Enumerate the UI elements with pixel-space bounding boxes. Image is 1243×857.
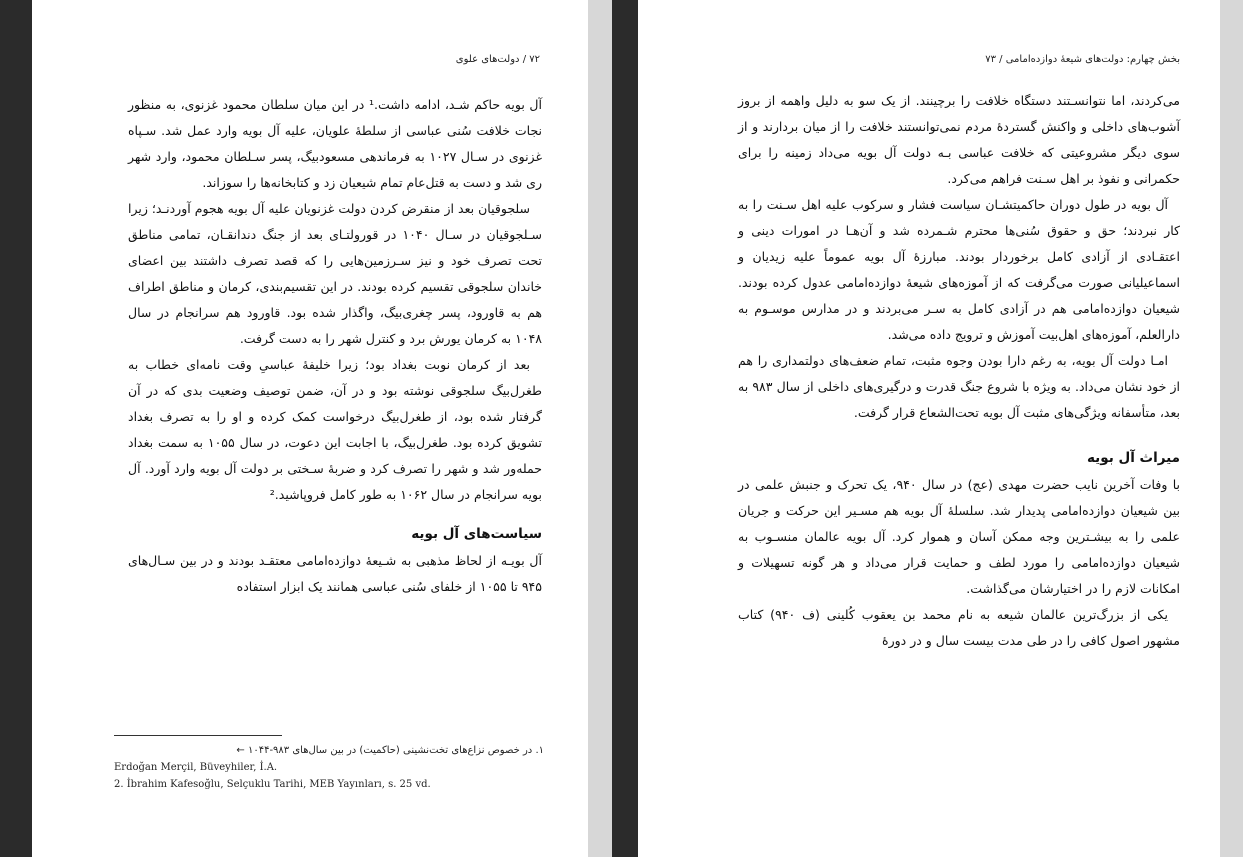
right-section-heading: میراث آل بویه [1087,450,1180,466]
footnote-1-persian: ۱. در خصوص نزاع‌های تخت‌نشینی (حاکمیت) در بین سال‌های ۹۸۳-۱۰۴۴ ← [236,745,544,756]
page-gutter-left [588,0,612,857]
left-page [32,0,588,857]
right-page [638,0,1220,857]
left-body-text [128,92,542,600]
footnote-2: 2. İbrahim Kafesoğlu, Selçuklu Tarihi, MEB Yayınları, s. 25 vd. [114,779,431,790]
right-paragraph-2: آل بویه در طول دوران حاکمیتشـان سیاست فشار و سرکوب علیه اهل سـنت را به کار نبردند؛ حق و حقوق سُنی‌ها محترم شـمرده شد و آن‌هـا در امورات دینی و اعتقـادی از آزادی کامل برخوردار بودند. مبارزهٔ آل بویه عموماً علیه زیدیان و اسماعیلیانی صورت می‌گرفت که از آموزه‌های شیعهٔ دوازده‌امامی عدول کرده بودند. شیعیان دوازده‌امامی هم در آزادی کامل به سـر می‌بردند و در مدارس موسـوم به دارالعلم، آموزه‌های اهل‌بیت آموزش و ترویج داده می‌شد. [738,197,1180,342]
right-paragraph-1: می‌کردند، اما نتوانسـتند دستگاه خلافت را برچینند. از یک سو به دلیل واهمه از بروز آشوب‌های داخلی و واکنش گستردهٔ مردم نمی‌توانستند خلافت را از میان بردارند و از سوی دیگر مشروعیتی که خلافت عباسی بـه دولت آل بویه می‌داد زمینه را برای حکمرانی و نفوذ بر اهل سـنت فراهم می‌کرد. [738,93,1180,186]
right-body-text [738,88,1180,654]
page-gutter-right [1220,0,1243,857]
left-paragraph-3: بعد از کرمان نوبت بغداد بود؛ زیرا خلیفهٔ عباسیِ وقت نامه‌ای خطاب به طغرل‌بیگ سلجوقی نوشته بود و در آن، ضمن توصیف وضعیت بدی که در آن گرفتار شده بود، از طغرل‌بیگ درخواست کمک کرده و او را به تصرف بغداد تشویق کرده بود. طغرل‌بیگ، با اجابت این دعوت، در سال ۱۰۵۵ به سمت بغداد حمله‌ور شد و شهر را تصرف کرد و ضربهٔ سـختی بر دولت آل بویه وارد آورد. آل بویه سرانجام در سال ۱۰۶۲ به طور کامل فروپاشید.² [128,357,542,502]
right-running-head: بخش چهارم: دولت‌های شیعهٔ دوازده‌امامی / ۷۳ [985,54,1180,65]
footnote-1-latin: Erdoğan Merçil, Büveyhiler, İ.A. [114,762,278,773]
left-section-heading: سیاست‌های آل بویه [411,526,542,542]
footnote-divider [114,735,282,736]
footnotes [114,742,544,793]
right-section-paragraph-1: با وفات آخرین نایب حضرت مهدی (عج) در سال ۹۴۰، یک تحرک و جنبش علمی در بین شیعیان دوازده‌امامی پدیدار شد. سلسلهٔ آل بویه هم مسـیر این حرکت و جریان علمی را به بیشـترین وجه ممکن آسان و هموار کرد. آل بویه عالمان منسـوب به شیعیان دوازده‌امامی را مورد لطف و حمایت قرار می‌داد و هر گونه تسهیلات و امکانات لازم را در اختیارشان می‌گذاشت. [738,477,1180,596]
left-paragraph-1: آل بویه حاکم شـد، ادامه داشت.¹ در این میان سلطان محمود غزنوی، به منظور نجات خلافت سُنی عباسی از سلطهٔ علویان، علیه آل بویه وارد عمل شد. سـپاه غزنوی در سـال ۱۰۲۷ به فرماندهی مسعودبیگ، پسر سـلطان محمود، وارد شهر ری شد و دست به قتل‌عام تمام شیعیان زد و کتابخانه‌ها را سوزاند. [128,97,542,190]
left-paragraph-2: سلجوقیان بعد از منقرض کردن دولت غزنویان علیه آل بویه هجوم آوردنـد؛ زیرا سـلجوقیان در سـال ۱۰۴۰ در قورولتـای بعد از جنگ دندانقـان، تمامی مناطق تحت تصرف خود و نیز سـرزمین‌هایی را که قصد تصرف داشتند بین اعضای خاندان سلجوقی تقسیم کرده بودند. در این تقسیم‌بندی، کرمان و مناطق اطراف هم به قاورود، پسر چغری‌بیگ، واگذار شده بود. قاورود هم سرانجام در سال ۱۰۴۸ به کرمان یورش برد و کنترل شهر را به دست گرفت. [128,201,542,346]
right-section-paragraph-2: یکی از بزرگ‌ترین عالمان شیعه به نام محمد بن یعقوب کُلینی (ف ۹۴۰) کتاب مشهور اصول کافی را در طی مدت بیست سال و در دورهٔ [738,607,1180,648]
left-running-head: ۷۲ / دولت‌های علوی [455,54,540,65]
left-section-paragraph: آل بویـه از لحاظ مذهبی به شـیعهٔ دوازده‌امامی معتقـد بودند و در بین سـال‌های ۹۴۵ تا ۱۰۵۵ از خلفای سُنی عباسی همانند یک ابزار استفاده [128,553,542,594]
right-paragraph-3: امـا دولت آل بویه، به رغم دارا بودن وجوه مثبت، تمام ضعف‌های دولتمداری را هم از خود نشان می‌داد. به ویژه با شروع جنگ قدرت و درگیری‌های داخلی از سال ۹۸۳ به بعد، متأسفانه ویژگی‌های مثبت آل بویه تحت‌الشعاع قرار گرفت. [738,353,1180,420]
